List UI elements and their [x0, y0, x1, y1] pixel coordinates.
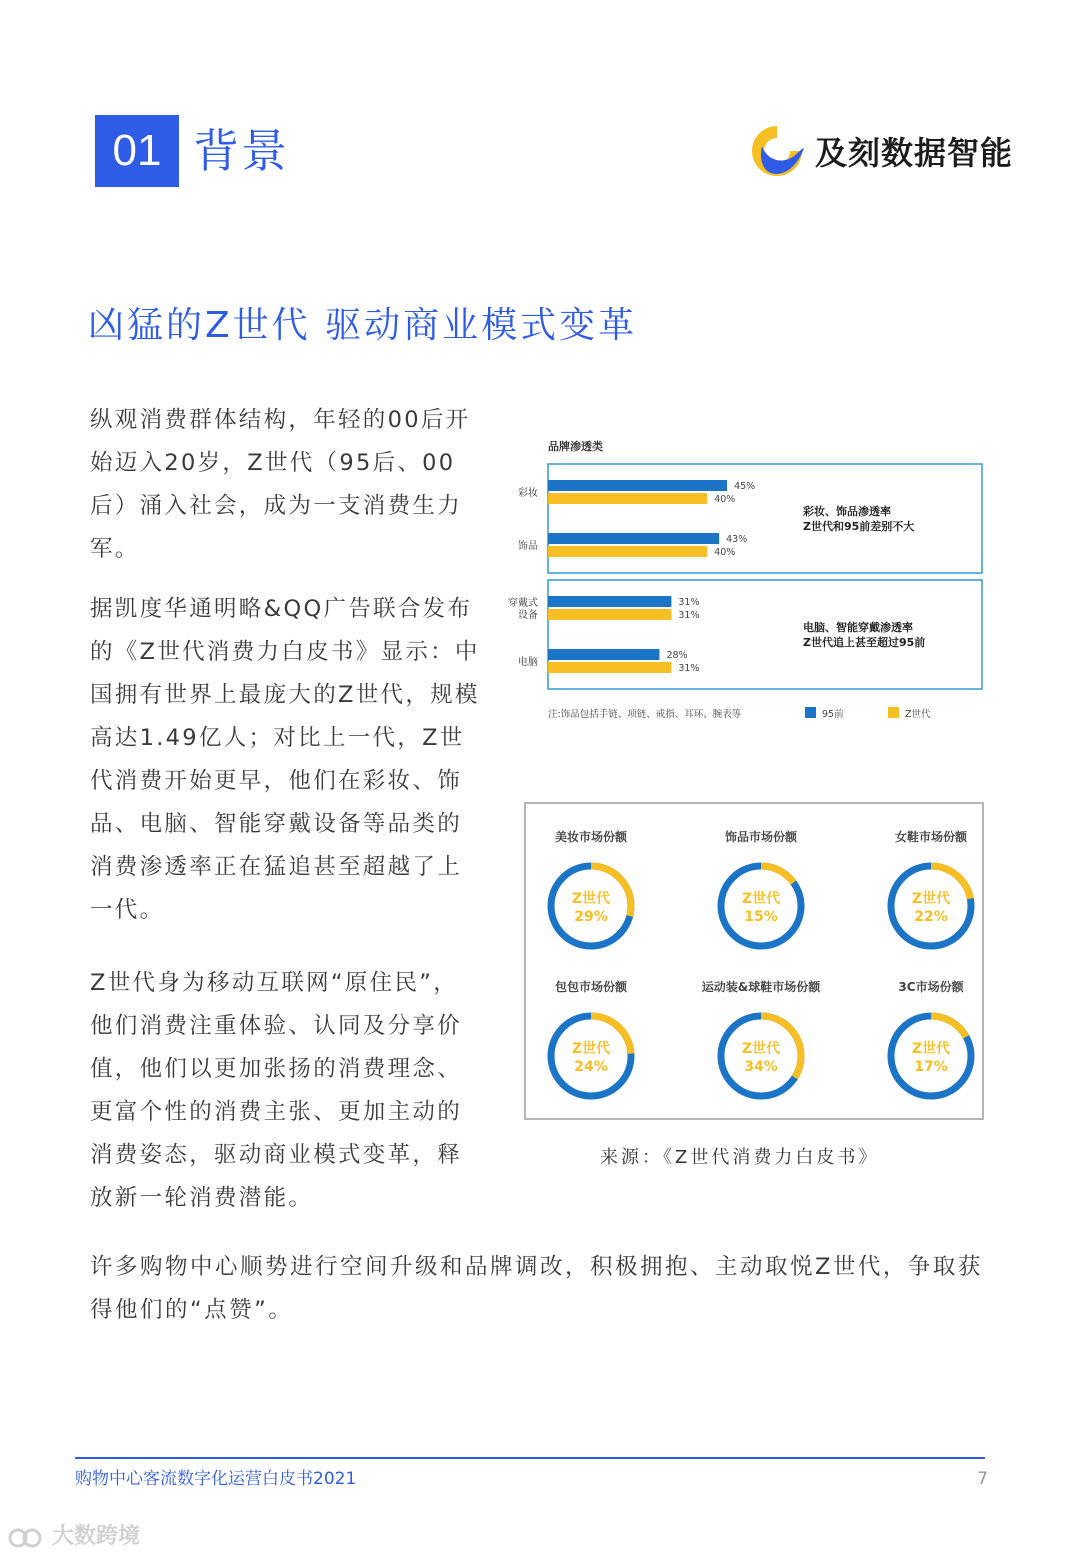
donut-title: 美妆市场份额 — [554, 830, 627, 844]
section-title: 背景 — [193, 124, 289, 178]
donut-title: 女鞋市场份额 — [894, 830, 967, 844]
donut-cell — [686, 978, 836, 1128]
donut-title: 3C市场份额 — [898, 980, 964, 994]
page-number: 7 — [977, 1469, 988, 1489]
paragraph-3: Z世代身为移动互联网“原住民”，他们消费注重体验、认同及分享价值，他们以更加张扬的消费理念、更富个性的消费主张、更加主动的消费姿态，驱动商业模式变革，释放新一轮消费潜能。 — [90, 970, 463, 1211]
legend-swatch — [805, 707, 816, 718]
donut-center-label: Z世代 — [571, 891, 611, 907]
donut-chart — [543, 858, 639, 954]
headline: 凶猛的Z世代 驱动商业模式变革 — [88, 305, 638, 346]
bar-value-label: 31% — [678, 663, 700, 674]
donut-center-label: Z世代 — [911, 1041, 951, 1057]
legend-label: 95前 — [822, 709, 844, 720]
category-label: 饰品 — [518, 541, 538, 552]
donut-value-label: 17% — [914, 1059, 948, 1075]
donut-center-label: Z世代 — [571, 1041, 611, 1057]
bar-zgen — [548, 493, 707, 504]
bar-zgen — [548, 662, 671, 673]
bird-logo-icon — [748, 122, 806, 180]
donut-title: 运动装&球鞋市场份额 — [701, 980, 821, 994]
bar-zgen — [548, 609, 671, 620]
donut-value-label: 24% — [574, 1059, 608, 1075]
bar-95qian — [548, 649, 659, 660]
category-label: 彩妆 — [518, 488, 538, 499]
donut-value-label: 34% — [744, 1059, 778, 1075]
chart-note: 注:饰品包括手链、项链、戒指、耳环、腕表等 — [548, 709, 742, 720]
brand-penetration-bar-chart — [500, 430, 1000, 730]
bar-zgen — [548, 546, 707, 557]
paragraph-2: 据凯度华通明略&QQ广告联合发布的《Z世代消费力白皮书》显示：中国拥有世界上最庞大的Z世代，规模高达1.49亿人；对比上一代，Z世代消费开始更早，他们在彩妆、饰品、电脑、智能穿戴设备等品类的消费渗透率正在猛追甚至超越了上一代。 — [90, 596, 480, 923]
bar-value-label: 31% — [678, 610, 700, 621]
group-annotation: Z世代和95前差别不大 — [803, 520, 915, 533]
group-annotation: 电脑、智能穿戴渗透率 — [803, 621, 913, 634]
chart-title: 品牌渗透类 — [548, 440, 603, 453]
donut-chart — [713, 1008, 809, 1104]
legend-label: Z世代 — [905, 709, 931, 720]
legend-swatch — [888, 707, 899, 718]
bar-95qian — [548, 480, 727, 491]
donut-center-label: Z世代 — [741, 891, 781, 907]
donut-cell — [856, 978, 1006, 1128]
watermark-text: 大数跨境 — [52, 1524, 141, 1549]
donut-value-label: 15% — [744, 909, 778, 925]
paragraph-1: 纵观消费群体结构，年轻的00后开始迈入20岁，Z世代（95后、00后）涌入社会，成为一支消费生力军。 — [90, 407, 471, 562]
group-annotation: 彩妆、饰品渗透率 — [803, 505, 891, 518]
bar-value-label: 40% — [714, 494, 736, 505]
donut-value-label: 29% — [574, 909, 608, 925]
bar-value-label: 28% — [666, 650, 688, 661]
bar-value-label: 43% — [726, 534, 748, 545]
donut-title: 饰品市场份额 — [724, 830, 797, 844]
category-label: 电脑 — [518, 657, 538, 668]
donut-center-label: Z世代 — [741, 1041, 781, 1057]
bar-95qian — [548, 533, 719, 544]
category-label: 穿戴式 — [508, 598, 538, 609]
donut-title: 包包市场份额 — [554, 980, 627, 994]
source-caption: 来源：《Z世代消费力白皮书》 — [600, 1147, 880, 1168]
bar-95qian — [548, 596, 671, 607]
bar-value-label: 45% — [734, 481, 756, 492]
donut-cell — [516, 828, 666, 978]
donut-value-label: 22% — [914, 909, 948, 925]
bar-value-label: 40% — [714, 547, 736, 558]
donut-cell — [686, 828, 836, 978]
paragraph-4: 许多购物中心顺势进行空间升级和品牌调改，积极拥抱、主动取悦Z世代，争取获得他们的“点赞”。 — [90, 1254, 983, 1323]
market-share-donut-panel — [524, 802, 984, 1120]
donut-chart — [883, 858, 979, 954]
donut-center-label: Z世代 — [911, 891, 951, 907]
donut-chart — [713, 858, 809, 954]
watermark-icon — [8, 1526, 50, 1550]
donut-cell — [516, 978, 666, 1128]
category-label: 设备 — [518, 610, 538, 621]
donut-chart — [883, 1008, 979, 1104]
section-number: 01 — [95, 115, 179, 187]
donut-cell — [856, 828, 1006, 978]
footer-title: 购物中心客流数字化运营白皮书2021 — [75, 1469, 357, 1489]
donut-chart — [543, 1008, 639, 1104]
bar-value-label: 31% — [678, 597, 700, 608]
logo-text: 及刻数据智能 — [815, 134, 1014, 172]
group-annotation: Z世代追上甚至超过95前 — [803, 636, 926, 649]
footer-divider — [75, 1457, 985, 1459]
